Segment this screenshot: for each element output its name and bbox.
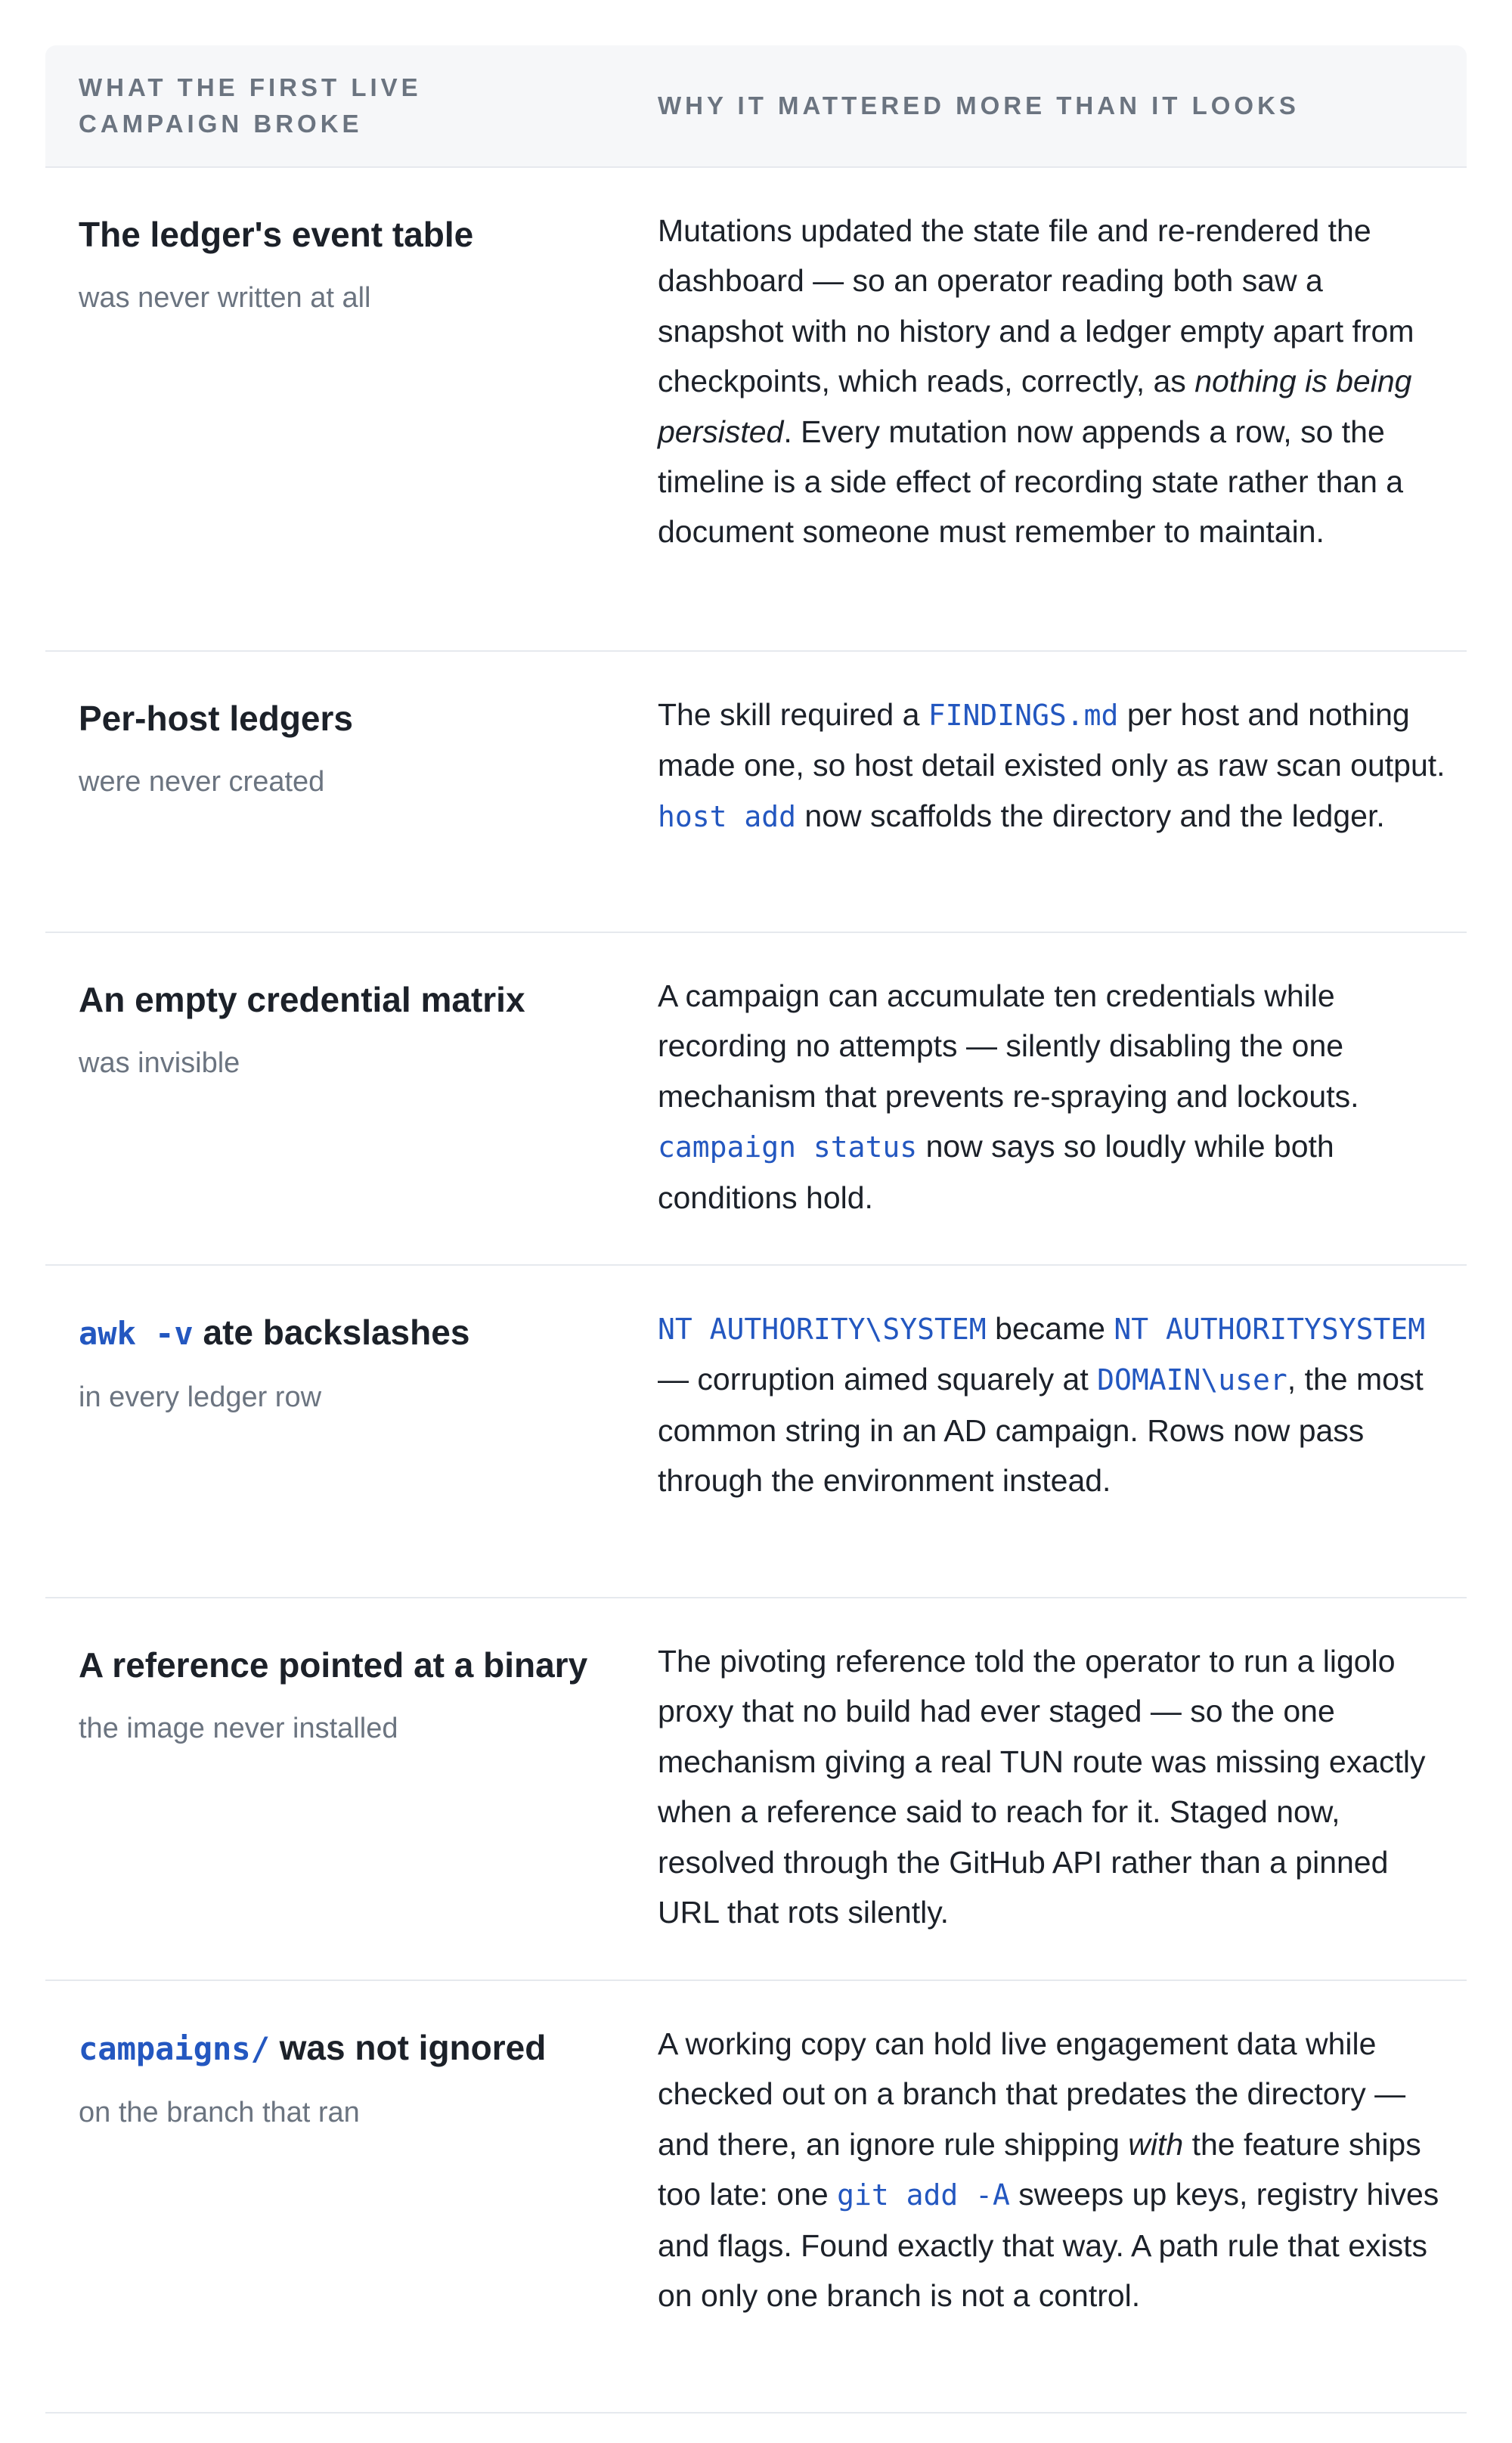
body-text: became: [986, 1311, 1114, 1346]
body-emphasis: with: [1128, 2126, 1184, 2162]
body-text: . Every mutation now appends a row, so the timeline is a side effect of recording state rather than a document someone must remember to maintain.: [658, 414, 1404, 550]
header-cell-broke: [45, 45, 620, 166]
header-label-broke: WHAT THE FIRST LIVE CAMPAIGN BROKE: [79, 73, 422, 138]
findings-table: [45, 45, 1467, 2414]
body-text: — corruption aimed squarely at: [658, 1362, 1098, 1397]
table-row: [45, 652, 1467, 933]
row-body: [620, 1266, 1467, 1597]
row-title: An empty credential matrix: [79, 980, 525, 1019]
inline-code: git add -A: [837, 2178, 1010, 2212]
inline-code: NT AUTHORITYSYSTEM: [1114, 1313, 1426, 1346]
header-cell-why: [620, 45, 1467, 166]
body-text: now scaffolds the directory and the ledger.: [796, 798, 1385, 833]
body-text: per host and nothing made one, so host detail existed only as raw scan output.: [658, 697, 1445, 783]
body-text: A working copy can hold live engagement data while checked out on a branch that predates the directory — and there, an ignore rule shipping: [658, 2026, 1406, 2162]
row-label-cell: [45, 1266, 620, 1597]
body-emphasis: nothing is being persisted: [658, 364, 1412, 449]
row-subtitle: the image never installed: [79, 1713, 398, 1744]
row-body: [620, 1598, 1467, 1980]
table-row: [45, 168, 1467, 652]
body-text: , the most common string in an AD campaign. Rows now pass through the environment instead.: [658, 1362, 1424, 1499]
row-subtitle: in every ledger row: [79, 1381, 322, 1413]
inline-code: DOMAIN\user: [1097, 1363, 1287, 1397]
table-row: [45, 933, 1467, 1266]
table-row: [45, 1981, 1467, 2414]
row-title: A reference pointed at a binary: [79, 1645, 588, 1685]
inline-code: host add: [658, 799, 797, 833]
title-code: awk -v: [79, 1315, 194, 1352]
row-subtitle: was invisible: [79, 1047, 240, 1079]
row-body: [620, 652, 1467, 932]
row-title: The ledger's event table: [79, 215, 474, 254]
body-text: A campaign can accumulate ten credentials while recording no attempts — silently disabling the one mechanism that prevents re-spraying and lockouts.: [658, 978, 1359, 1114]
title-text: was not ignored: [269, 2028, 547, 2067]
body-text: the feature ships too late: one: [658, 2126, 1421, 2212]
row-subtitle: on the branch that ran: [79, 2097, 360, 2128]
inline-code: NT AUTHORITY\SYSTEM: [658, 1313, 987, 1346]
body-text: The skill required a: [658, 697, 928, 732]
row-label-cell: [45, 1598, 620, 1980]
row-title: [79, 2025, 620, 2072]
row-title: [79, 1310, 620, 1356]
body-text: now says so loudly while both conditions hold.: [658, 1129, 1334, 1215]
row-label-cell: [45, 933, 620, 1264]
row-label-cell: [45, 168, 620, 650]
table-row: [45, 1266, 1467, 1598]
row-body: [620, 933, 1467, 1264]
row-label-cell: [45, 652, 620, 932]
table-header: [45, 45, 1467, 168]
body-text: Mutations updated the state file and re-rendered the dashboard — so an operator reading both saw a snapshot with no history and a ledger empty apart from checkpoints, which reads, correctly, as: [658, 213, 1414, 399]
title-text: ate backslashes: [193, 1313, 470, 1352]
row-title: Per-host ledgers: [79, 699, 353, 738]
inline-code: FINDINGS.md: [928, 699, 1119, 732]
table-row: [45, 1598, 1467, 1981]
body-text: sweeps up keys, registry hives and flags. Found exactly that way. A path rule that exists on only one branch is not a control.: [658, 2177, 1439, 2314]
body-text: The pivoting reference told the operator to run a ligolo proxy that no build had ever staged — so the one mechanism giving a real TUN route was missing exactly when a reference said to reach for it. Staged now, resolved through the GitHub API rather than a pinned URL that rots silently.: [658, 1644, 1426, 1930]
row-subtitle: was never written at all: [79, 282, 371, 314]
row-subtitle: were never created: [79, 766, 325, 798]
row-label-cell: [45, 1981, 620, 2412]
header-label-why: WHY IT MATTERED MORE THAN IT LOOKS: [658, 91, 1300, 119]
title-code: campaigns/: [79, 2030, 270, 2067]
inline-code: campaign status: [658, 1130, 918, 1164]
row-body: [620, 1981, 1467, 2412]
row-body: [620, 168, 1467, 650]
